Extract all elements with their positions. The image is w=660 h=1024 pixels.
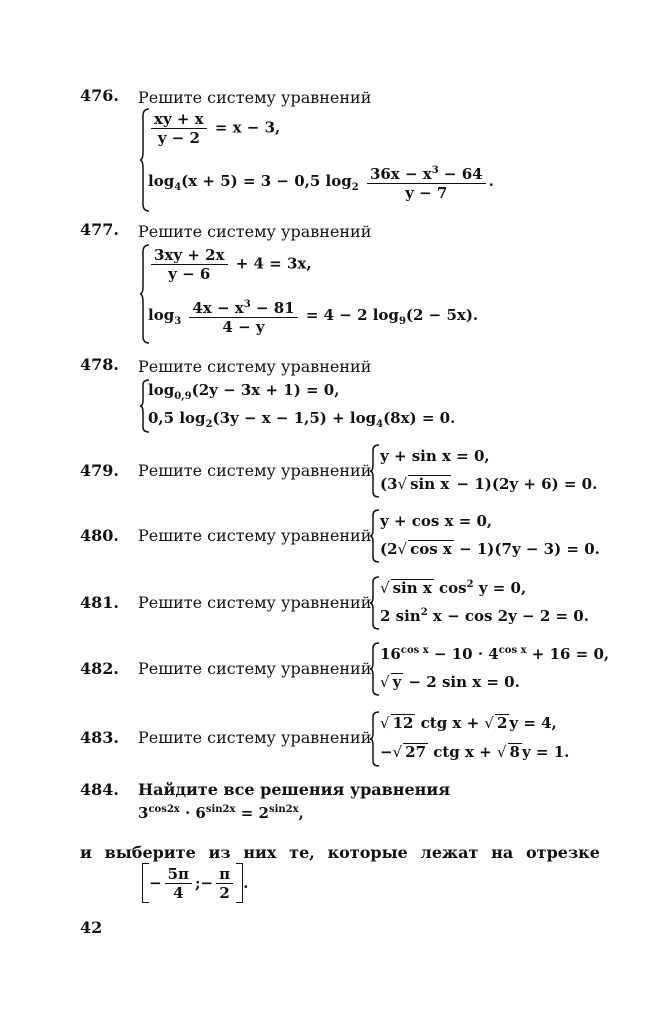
- brace-icon: [370, 444, 380, 498]
- justified-text-line: [80, 843, 600, 862]
- left-bracket: [142, 863, 149, 903]
- problem-number: 476.: [80, 86, 119, 105]
- problem-statement: Решите систему уравнений: [138, 659, 372, 678]
- problem-statement: Решите систему уравнений: [138, 88, 372, 107]
- equation-system: [370, 711, 610, 767]
- page-number: 42: [80, 918, 103, 937]
- equation-line: y + sin x = 0,: [380, 447, 490, 465]
- equation-system: [370, 509, 610, 563]
- equation-line: $\frac{xy + x}{y - 2}$ = x − 3,: [148, 110, 280, 147]
- word: отрезке: [525, 843, 600, 862]
- equation-line: y + cos x = 0,: [380, 512, 493, 530]
- equation-line: √ y − 2 sin x = 0.: [380, 673, 520, 691]
- equation-line: $16^{cos x} - 10 \cdot 4^{cos x} + 16 = 0$,: [380, 645, 610, 663]
- fraction: $\frac{4x - x^3 - 81}{4 - y}$: [189, 296, 297, 336]
- problem-statement: Решите систему уравнений: [138, 728, 372, 747]
- radical-sign: √: [397, 540, 408, 558]
- word: них: [243, 843, 277, 862]
- equation-line: 0,5 $\log_2(3y - x - 1,5) + \log_4(8x) = 0$.: [148, 409, 456, 430]
- problem-number: 480.: [80, 526, 119, 545]
- right-bracket: [236, 863, 243, 903]
- radical-sign: √: [392, 743, 403, 761]
- equation-line: $\log_{0,9}(2y - 3x + 1) = 0$,: [148, 381, 340, 402]
- problem-statement: Решите систему уравнений: [138, 461, 372, 480]
- brace-icon: [370, 711, 380, 767]
- radical-sign: √: [380, 714, 390, 732]
- word: из: [208, 843, 231, 862]
- word: те,: [289, 843, 315, 862]
- equation-system: [370, 642, 620, 696]
- equation-system: [370, 444, 610, 498]
- word: на: [491, 843, 514, 862]
- radical-sign: √: [397, 475, 408, 493]
- word: лежат: [420, 843, 479, 862]
- problem-number: 481.: [80, 593, 119, 612]
- word: которые: [327, 843, 408, 862]
- fraction: $\frac{3xy + 2x}{y - 6}$: [151, 246, 228, 283]
- equation-system: [140, 108, 494, 212]
- radical-sign: √: [496, 743, 507, 761]
- equation-system: [370, 576, 610, 630]
- problem-statement: Решите систему уравнений: [138, 593, 372, 612]
- problem-number: 478.: [80, 355, 119, 374]
- fraction: $\frac{36x - x^3 - 64}{y - 7}$: [367, 162, 486, 202]
- equation-line: (3√ sin x − 1)(2y + 6) = 0.: [380, 475, 598, 493]
- problem-statement: Решите систему уравнений: [138, 222, 372, 241]
- radicand: 2: [496, 714, 508, 732]
- equation-line: $\log_3$ $\frac{4x - x^3 - 81}{4 - y}$ = 4 − 2 $\log_9(2 - 5x)$.: [148, 296, 478, 336]
- problem-number: 484.: [80, 780, 119, 799]
- equation-line: 2 $\sin^2 x - \cos 2y - 2 = 0$.: [380, 607, 589, 625]
- equation-line: $\log_4(x + 5) = 3 - 0,5$ $\log_2$ $\frac{36x - x^3 - 64}{y - 7}$ .: [148, 162, 494, 202]
- problem-number: 483.: [80, 728, 119, 747]
- equation-system: [140, 379, 480, 433]
- brace-icon: [370, 576, 380, 630]
- radicand: cos x: [410, 540, 452, 558]
- problem-statement: Найдите все решения уравнения: [138, 780, 451, 799]
- equation-line: −√ 27 ctg x + √ 8 y = 1.: [380, 743, 570, 761]
- problem-number: 479.: [80, 461, 119, 480]
- fraction: $\frac{\pi}{2}$: [216, 865, 233, 902]
- radicand: 8: [509, 743, 520, 761]
- fraction: $\frac{5\pi}{4}$: [165, 865, 192, 902]
- equation-line: $3^{cos2x} \cdot 6^{sin2x} = 2^{sin2x}$,: [138, 804, 304, 822]
- word: выберите: [104, 843, 196, 862]
- brace-icon: [370, 509, 380, 563]
- problem-number: 477.: [80, 220, 119, 239]
- radicand: 12: [392, 714, 414, 732]
- equation-line: (2√ cos x − 1)(7y − 3) = 0.: [380, 540, 600, 558]
- problem-number: 482.: [80, 659, 119, 678]
- equation-line: $\frac{3xy + 2x}{y - 6}$ + 4 = 3x,: [148, 246, 312, 283]
- word: и: [80, 843, 92, 862]
- radicand: sin x: [410, 475, 450, 493]
- radical-sign: √: [484, 714, 494, 732]
- equation-line: √ sin x $\cos^2 y = 0$,: [380, 579, 527, 597]
- interval-expression: − $\frac{5\pi}{4}$ ; − $\frac{\pi}{2}$ .: [142, 862, 248, 904]
- fraction: $\frac{xy + x}{y - 2}$: [151, 110, 207, 147]
- problem-statement: Решите систему уравнений: [138, 357, 372, 376]
- radicand: 27: [405, 743, 427, 761]
- equation-system: [140, 244, 480, 344]
- radical-sign: √: [380, 673, 390, 691]
- brace-icon: [370, 642, 380, 696]
- equation-line: √ 12 ctg x + √ 2 y = 4,: [380, 714, 557, 732]
- radicand: y: [392, 673, 402, 691]
- radicand: sin x: [392, 579, 432, 597]
- radical-sign: √: [380, 579, 390, 597]
- problem-statement: Решите систему уравнений: [138, 526, 372, 545]
